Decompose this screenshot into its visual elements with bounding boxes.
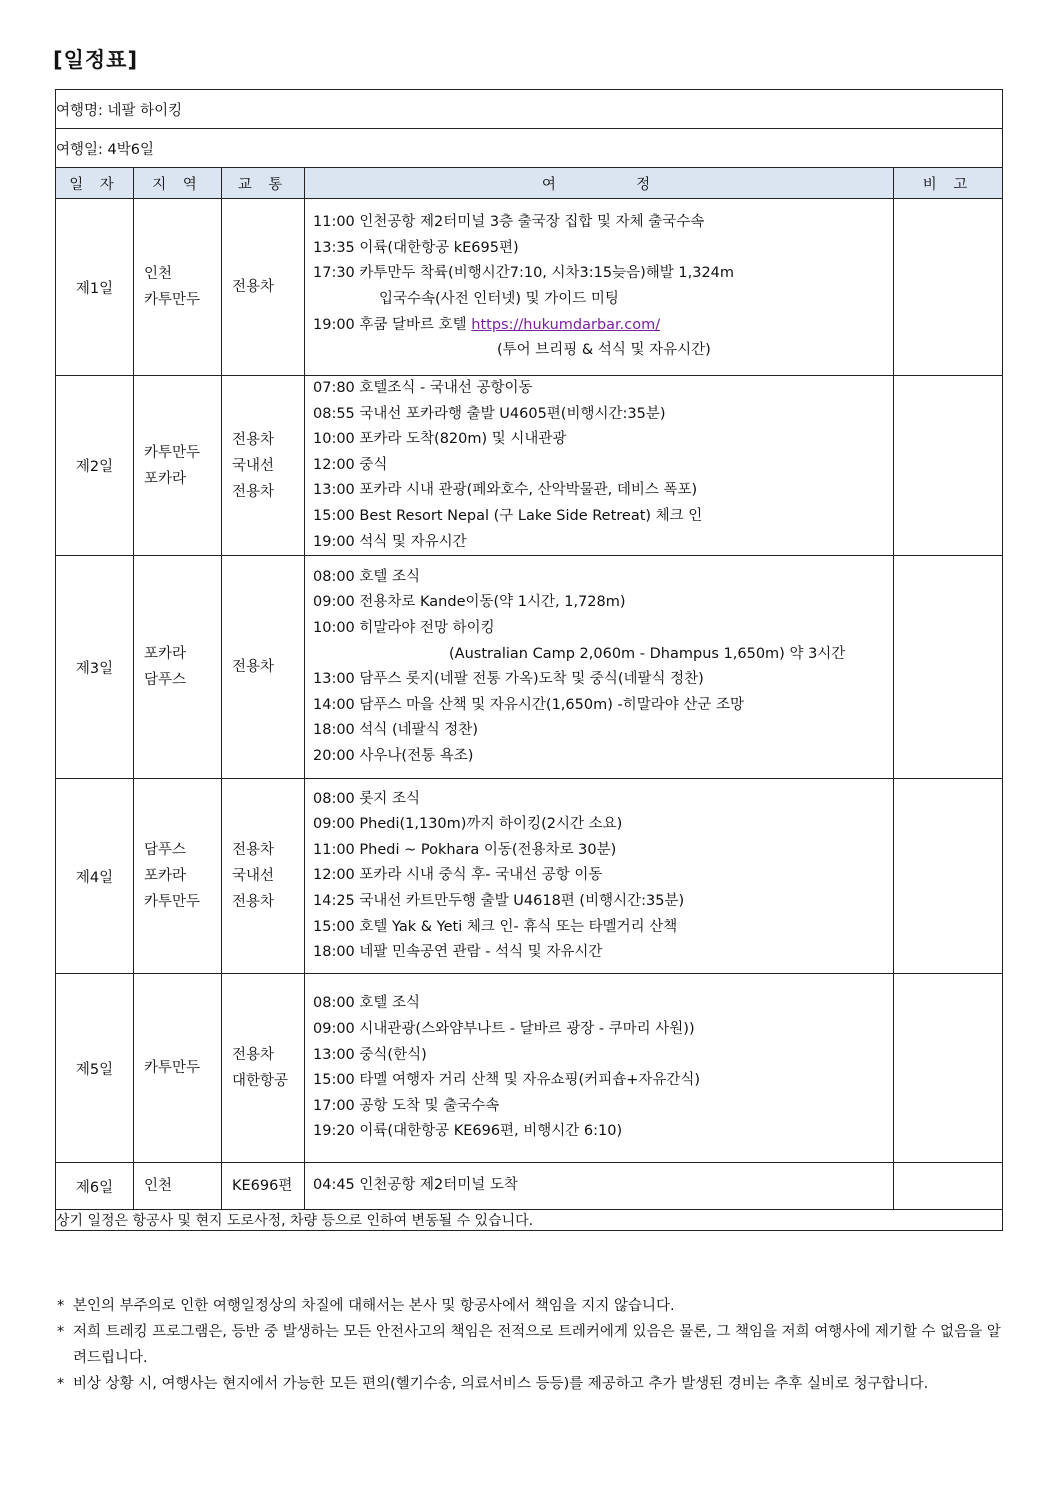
- transport-name: KE696편: [232, 1178, 293, 1195]
- region-cell: [134, 376, 222, 556]
- transport-cell: [222, 1163, 305, 1210]
- note-item: [57, 1293, 1009, 1319]
- header-day: 일 자: [56, 168, 134, 199]
- transport-name: 국내선: [232, 868, 275, 885]
- itinerary-line: 09:00 Phedi(1,130m)까지 하이킹(2시간 소요): [313, 816, 623, 833]
- region-name: 카투만두: [144, 444, 201, 461]
- header-transport: 교 통: [222, 168, 305, 199]
- note-text: 비상 상황 시, 여행사는 현지에서 가능한 모든 편의(헬기수송, 의료서비스 등등)를 제공하고 추가 발생된 경비는 추후 실비로 청구합니다.: [73, 1376, 929, 1392]
- day-label: 제3일: [56, 556, 134, 779]
- itinerary-cell: [305, 376, 894, 556]
- transport-name: 국내선: [232, 457, 275, 474]
- region-name: 카투만두: [144, 1060, 201, 1077]
- hotel-link[interactable]: https://hukumdarbar.com/: [471, 316, 661, 333]
- bullet: *: [57, 1324, 65, 1340]
- region-name: 포카라: [144, 868, 187, 885]
- itinerary-line: 10:00 히말라야 전망 하이킹: [313, 619, 495, 636]
- transport-name: 전용차: [232, 431, 275, 448]
- itinerary-line: 11:00 Phedi ~ Pokhara 이동(전용차로 30분): [313, 841, 617, 858]
- itinerary-line: 15:00 Best Resort Nepal (구 Lake Side Retreat) 체크 인: [313, 507, 703, 524]
- day-label: 제5일: [56, 974, 134, 1163]
- header-region: 지 역: [134, 168, 222, 199]
- day-row-1: [56, 199, 1003, 376]
- itinerary-line: 13:00 담푸스 롯지(네팔 전통 가옥)도착 및 중식(네팔식 정찬): [313, 671, 704, 688]
- day-label: 제6일: [56, 1163, 134, 1210]
- itinerary-line: 07:80 호텔조식 - 국내선 공항이동: [313, 380, 533, 396]
- itinerary-line: 18:00 네팔 민속공연 관람 - 석식 및 자유시간: [313, 944, 603, 961]
- itinerary-line: 19:20 이륙(대한항공 KE696편, 비행시간 6:10): [313, 1123, 623, 1140]
- day-row-5: [56, 974, 1003, 1163]
- itinerary-line: 13:00 중식(한식): [313, 1046, 427, 1063]
- region-cell: [134, 974, 222, 1163]
- itinerary-cell: [305, 974, 894, 1163]
- note-text: 본인의 부주의로 인한 여행일정상의 차질에 대해서는 본사 및 항공사에서 책임을 지지 않습니다.: [73, 1298, 675, 1314]
- itinerary-line: [313, 313, 893, 339]
- note-cell: [894, 199, 1003, 376]
- header-itinerary: 여 정: [305, 168, 894, 199]
- day-row-3: [56, 556, 1003, 779]
- itinerary-line: 18:00 석식 (네팔식 정찬): [313, 722, 478, 739]
- itinerary-line: 09:00 시내관광(스와얌부나트 - 달바르 광장 - 쿠마리 사원)): [313, 1020, 695, 1037]
- note-cell: [894, 974, 1003, 1163]
- bullet: *: [57, 1376, 65, 1392]
- note-text: 저희 트레킹 프로그램은, 등반 중 발생하는 모든 안전사고의 책임은 전적으로 트레커에게 있음은 물론, 그 책임을 저희 여행사에 제기할 수 없음을 알려드립니다.: [73, 1324, 1001, 1366]
- table-footer-note: 상기 일정은 항공사 및 현지 도로사정, 차량 등으로 인하여 변동될 수 있습니다.: [56, 1210, 1003, 1231]
- transport-cell: [222, 556, 305, 779]
- itinerary-line: 17:00 공항 도착 및 출국수속: [313, 1097, 500, 1114]
- transport-name: 전용차: [232, 1047, 275, 1064]
- trip-name-row: [56, 90, 1003, 129]
- note-cell: [894, 1163, 1003, 1210]
- day-row-4: [56, 779, 1003, 974]
- itinerary-line: 12:00 중식: [313, 456, 388, 473]
- transport-cell: [222, 376, 305, 556]
- region-name: 인천: [144, 266, 173, 282]
- itinerary-line: 08:00 호텔 조식: [313, 568, 421, 585]
- itinerary-line: 11:00 인천공항 제2터미널 3층 출국장 집합 및 자체 출국수속: [313, 214, 705, 231]
- itinerary-line: (Australian Camp 2,060m - Dhampus 1,650m) 약 3시간: [449, 645, 846, 662]
- transport-name: 전용차: [232, 894, 275, 911]
- region-name: 인천: [144, 1178, 173, 1195]
- day-row-6: [56, 1163, 1003, 1210]
- itinerary-cell: [305, 779, 894, 974]
- transport-name: 전용차: [232, 659, 275, 676]
- itinerary-line: (투어 브리핑 & 석식 및 자유시간): [497, 342, 711, 359]
- disclaimer-notes: [57, 1293, 1009, 1397]
- itinerary-line: 15:00 호텔 Yak & Yeti 체크 인- 휴식 또는 타멜거리 산책: [313, 918, 678, 935]
- day-row-2: [56, 376, 1003, 556]
- table-footer-row: [56, 1210, 1003, 1231]
- schedule-table: [55, 89, 1003, 1231]
- itinerary-line: 20:00 사우나(전통 욕조): [313, 747, 474, 764]
- note-cell: [894, 376, 1003, 556]
- itinerary-line: 12:00 포카라 시내 중식 후- 국내선 공항 이동: [313, 867, 603, 884]
- region-name: 카투만두: [144, 292, 201, 308]
- itinerary-line: 08:55 국내선 포카라행 출발 U4605편(비행시간:35분): [313, 405, 666, 422]
- region-name: 포카라: [144, 470, 187, 487]
- region-cell: [134, 779, 222, 974]
- itinerary-line: 13:35 이륙(대한항공 kE695편): [313, 239, 519, 256]
- itinerary-line: 10:00 포카라 도착(820m) 및 시내관광: [313, 431, 567, 448]
- itinerary-line: 14:00 담푸스 마을 산책 및 자유시간(1,650m) -히말라야 산군 조망: [313, 696, 744, 713]
- itinerary-line: 09:00 전용차로 Kande이동(약 1시간, 1,728m): [313, 594, 626, 611]
- note-item: [57, 1319, 1009, 1371]
- region-name: 카투만두: [144, 894, 201, 911]
- transport-name: 전용차: [232, 842, 275, 859]
- trip-name: 여행명: 네팔 하이킹: [56, 90, 1003, 129]
- trip-days: 여행일: 4박6일: [56, 129, 1003, 168]
- transport-cell: [222, 199, 305, 376]
- itinerary-cell: [305, 556, 894, 779]
- trip-days-row: [56, 129, 1003, 168]
- note-item: [57, 1371, 1009, 1397]
- itinerary-cell: [305, 199, 894, 376]
- itinerary-line: 입국수속(사전 인터넷) 및 가이드 미팅: [379, 291, 619, 307]
- itinerary-text: 19:00 후쿰 달바르 호텔: [313, 316, 467, 333]
- region-name: 담푸스: [144, 842, 187, 859]
- itinerary-line: 15:00 타멜 여행자 거리 산책 및 자유쇼핑(커피숍+자유간식): [313, 1072, 701, 1089]
- region-name: 포카라: [144, 646, 187, 663]
- region-cell: [134, 199, 222, 376]
- transport-cell: [222, 779, 305, 974]
- itinerary-cell: [305, 1163, 894, 1210]
- itinerary-line: 14:25 국내선 카트만두행 출발 U4618편 (비행시간:35분): [313, 892, 685, 909]
- itinerary-line: 08:00 롯지 조식: [313, 790, 421, 807]
- day-label: 제1일: [56, 199, 134, 376]
- note-cell: [894, 779, 1003, 974]
- header-note: 비 고: [894, 168, 1003, 199]
- itinerary-line: 13:00 포카라 시내 관광(페와호수, 산악박물관, 데비스 폭포): [313, 482, 698, 499]
- itinerary-line: 17:30 카투만두 착륙(비행시간7:10, 시차3:15늦음)해발 1,324m: [313, 265, 735, 282]
- transport-name: 대한항공: [232, 1073, 289, 1090]
- transport-name: 전용차: [232, 279, 275, 295]
- day-label: 제2일: [56, 376, 134, 556]
- page-title: [일정표]: [53, 48, 139, 72]
- itinerary-line: 04:45 인천공항 제2터미널 도착: [313, 1177, 518, 1194]
- region-cell: [134, 556, 222, 779]
- note-cell: [894, 556, 1003, 779]
- bullet: *: [57, 1298, 65, 1314]
- transport-name: 전용차: [232, 483, 275, 500]
- region-cell: [134, 1163, 222, 1210]
- itinerary-line: 19:00 석식 및 자유시간: [313, 533, 467, 550]
- table-header-row: [56, 168, 1003, 199]
- transport-cell: [222, 974, 305, 1163]
- region-name: 담푸스: [144, 672, 187, 689]
- itinerary-line: 08:00 호텔 조식: [313, 995, 421, 1012]
- day-label: 제4일: [56, 779, 134, 974]
